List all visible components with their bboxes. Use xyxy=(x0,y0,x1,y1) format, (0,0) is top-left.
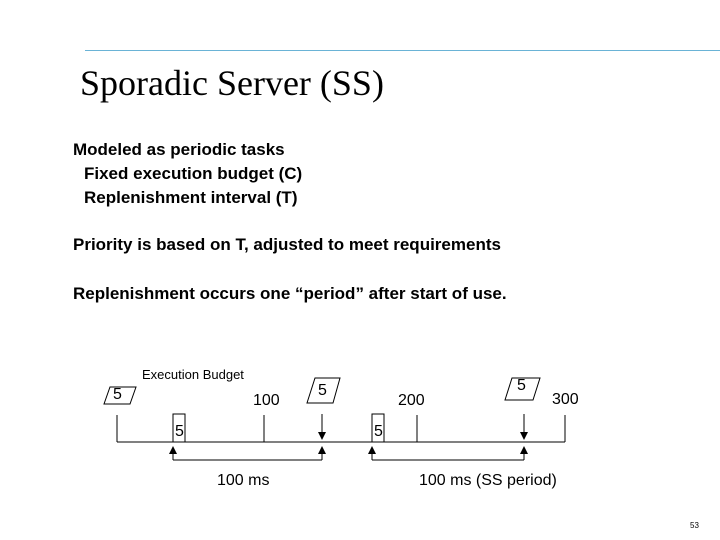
execution-budget-label: Execution Budget xyxy=(142,367,244,382)
interval-1-label: 100 ms xyxy=(217,472,270,489)
page-number: 53 xyxy=(690,521,699,530)
consumption-1-value: 5 xyxy=(175,423,184,440)
tick-label-100: 100 xyxy=(253,392,280,409)
replenish-1-value: 5 xyxy=(318,382,327,399)
bullet-modeled: Modeled as periodic tasks xyxy=(73,140,285,159)
consumption-2-value: 5 xyxy=(374,423,383,440)
replenish-2-value: 5 xyxy=(517,377,526,394)
bullet-interval: Replenishment interval (T) xyxy=(84,188,298,207)
budget-initial-value: 5 xyxy=(113,386,122,403)
tick-label-200: 200 xyxy=(398,392,425,409)
tick-label-300: 300 xyxy=(552,391,579,408)
bullet-replenishment: Replenishment occurs one “period” after start of use. xyxy=(73,284,507,303)
interval-2-label: 100 ms (SS period) xyxy=(419,472,557,489)
slide-title: Sporadic Server (SS) xyxy=(80,63,384,103)
bullet-priority: Priority is based on T, adjusted to meet requirements xyxy=(73,235,501,254)
bullet-budget: Fixed execution budget (C) xyxy=(84,164,303,183)
